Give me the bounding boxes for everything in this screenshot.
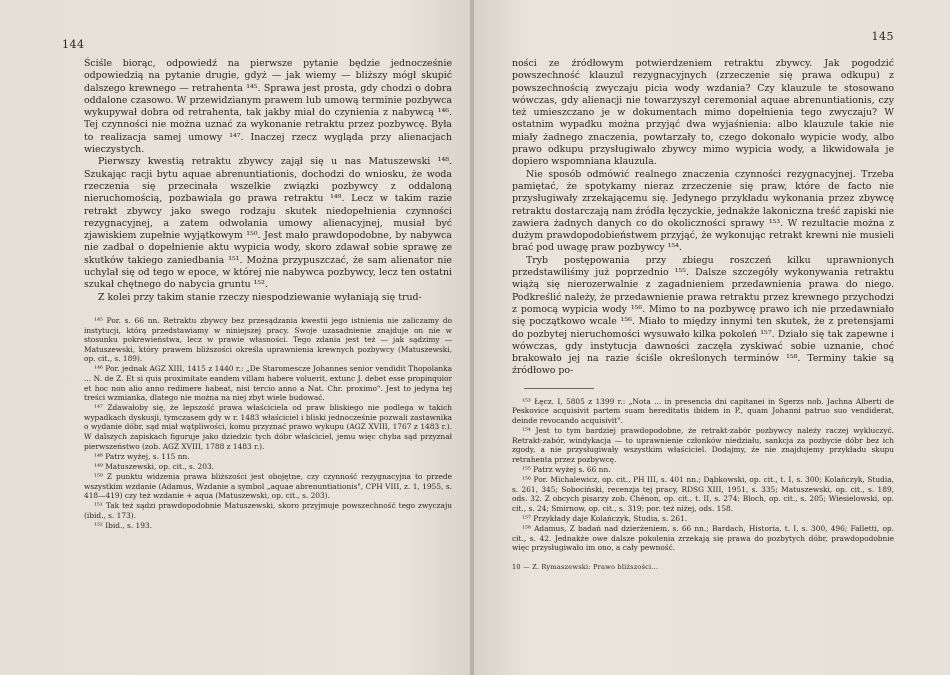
footnote: ¹⁴⁶ Por. jednak AGZ XIII, 1415 z 1440 r.: „De Staromescze Johannes senior vendidit Thopolanka ... N. de Z. Et si quis proximitate eandem villam habere voluerit, extunc J. debet esse propinquior et hoc non alio anno redimere habeat, nisi tercio anno a Nat. Chr. proximo". Jest to jedyna tej treści wzmianka, dlatego nie można na niej zbyt wiele budować. xyxy=(84,364,452,403)
footnote: ¹⁵⁵ Patrz wyżej s. 66 nn. xyxy=(522,464,611,474)
paragraph: Ściśle biorąc, odpowiedź na pierwsze pytanie będzie jednocześnie odpowiedzią na pytanie drugie, gdyż — jak wiemy — bliższy mógł skupić dalszego krewnego — retrahenta ¹⁴⁵. Sprawa jest prosta, gdy chodzi o dobra oddalone czasowo. W przewidzianym prawem lub umową terminie pozbywca wykupywał dobra od retrahenta, tak jakby miał do czynienia z nabywcą ¹⁴⁶. Tej czynności nie można uznać za wykonanie retraktu przez pozbywcę. Była to realizacja samej umowy ¹⁴⁷. Inaczej rzecz wygląda przy alienacjach wieczystych. xyxy=(84,58,452,156)
footnote: ¹⁵³ Łęcz. I, 5805 z 1399 r.: „Nota ... in presencia dni capitanei in Sgerzs nob. Jachna Alberti de Peskovice acquisivit partem suam hereditatis ibidem in P., quam Johanni patruo suo vendiderat, deinde revocando acquisivit". xyxy=(512,396,894,425)
printer-signature: 10 — Z. Rymaszewski: Prawo bliższości... xyxy=(512,562,659,571)
right-body-text xyxy=(512,58,894,378)
footnote: ¹⁴⁹ Matuszewski, op. cit., s. 203. xyxy=(94,461,215,471)
paragraph: Tryb postępowania przy zbiegu roszczeń kilku uprawnionych przedstawiliśmy już poprzednio ¹⁵⁵. Dalsze szczegóły wykonywania retraktu wiążą się nierozerwalnie z zagadnieniem przedawnienia prawa do niego. Podkreślić należy, że przedawnienie prawa retraktu przez krewnego przychodzi z pomocą wypicia wody ¹⁵⁶. Mimo to na pozbywcę prawo ich nie przedawniało się początkowo wcale ¹⁵⁶. Miało to między innymi ten skutek, że z pretensjami do pozbytej nieruchomości wysuwało kilka pokoleń ¹⁵⁷. Działo się tak zapewne i wówczas, gdy instytucja dawności zaczęła zyskiwać sobie uznanie, choć brakowało jej na razie ściśle określonych terminów ¹⁵⁸. Terminy takie są źródłowo po- xyxy=(512,254,894,377)
footnote: ¹⁵¹ Tak też sądzi prawdopodobnie Matuszewski, skoro przyjmuje powszechność tego zwyczaju (ibid., s. 173). xyxy=(84,501,452,520)
paragraph: Pierwszy kwestią retraktu zbywcy zajął się u nas Matuszewski ¹⁴⁸. Szukając racji bytu aquae abrenuntiationis, dochodzi do wniosku, że woda rzeczenia się przecinała wszelkie związki pozbywcy z oddaloną nieruchomością, pozbawiała go prawa retraktu ¹⁴⁹. Lecz w takim razie retrakt zbywcy jako swego rodzaju skutek niedopełnienia czynności rezygnacyjnej, a zatem odwołania umowy alienacyjnej, musiał być zjawiskiem zupełnie wyjątkowym ¹⁵⁰. Jest mało prawdopodobne, by nabywca nie zadbał o dopełnienie aktu wypicia wody, skoro zdawał sobie sprawę ze skutków takiego zaniedbania ¹⁵¹. Można przypuszczać, że sam alienator nie uchylał się od tego w epoce, w której nie nabywca pozbywcy, lecz ten ostatni szukał chętnego do nabycia gruntu ¹⁵². xyxy=(84,156,452,291)
paragraph: Z kolei przy takim stanie rzeczy niespodziewanie wyłaniają się trud- xyxy=(98,291,422,303)
left-body-text xyxy=(84,58,452,304)
footnote-separator xyxy=(524,388,594,389)
footnote: ¹⁴⁷ Zdawałoby się, że lepszość prawa właściciela od praw bliskiego nie podlega w takich wypadkach dyskusji, tymczasem gdy w r. 1483 właściciel i bliski jednocześnie pozwali zastawnika o wydanie dóbr, sąd miał wątpliwości, komu przyznać prawo wykupu (AGZ XVIII, 1767 z 1483 r.). W dalszych zapiskach figuruje jako dziedzic tych dóbr właściciel, jemu więc chyba sąd przyznał pierwszeństwo (zob. AGZ XVIII, 1788 z 1483 r.). xyxy=(84,403,452,451)
footnote: ¹⁵⁰ Z punktu widzenia prawa bliższości jest obojętne, czy czynność rezygnacyjna to przede wszystkim wzdanie (Adamus, Wzdanie a symbol „aquae abrenuntiationis", CPH VIII, z. 1, 1955, s. 418—419) czy też wzdanie + aqua (Matuszewski, op. cit., s. 203). xyxy=(84,471,452,501)
right-page xyxy=(472,0,950,675)
page-number-left: 144 xyxy=(62,38,85,51)
left-page xyxy=(0,0,472,675)
footnote: ¹⁵⁴ Jest to tym bardziej prawdopodobne, że retrakt-zabór pozbywcy należy raczej wykluczyć. Retrakt-zabór, windykacja — to uprawnienie członków niedziału, sankcja za pozbycie dóbr bez ich zgody, a nie przysługiwały wszystkim właściciel. Dodajmy, że nie znajdujemy przykładu skupu retrahenta przez pozbywcę. xyxy=(512,426,894,464)
paragraph: Nie sposób odmówić realnego znaczenia czynności rezygnacyjnej. Trzeba pamiętać, że spotykamy nieraz zrzeczenie się praw, które de facto nie przysługiwały zrzekającemu się. Jedynego przykładu wykonania przez zbywcę retraktu dostarczają nam źródła łęczyckie, jednakże lakoniczna treść zapiski nie zawiera żadnych danych co do okoliczności sprawy ¹⁵³. W rezultacie można z dużym prawdopodobieństwem przyjąć, że wykonując retrakt krewni nie musieli brać pod uwagę praw pozbywcy ¹⁵⁴. xyxy=(512,168,894,254)
left-footnotes xyxy=(84,316,452,531)
right-footnotes xyxy=(512,397,894,553)
footnote: ¹⁵⁷ Przykłady daje Kolańczyk, Studia, s. 261. xyxy=(522,513,688,523)
page-number-right: 145 xyxy=(871,30,894,43)
footnote: ¹⁵⁶ Por. Michalewicz, op. cit., PH III, s. 401 nn.; Dąbkowski, op. cit., t. I, s. 300; Kolańczyk, Studia, s. 261, 345; Sobociński, recenzja tej pracy, RDSG XIII, 1951, s. 335; Matuszewski, op. cit., s. 189, ods. 32. Z obcych pisarzy zob. Chénon, op. cit., t. II, s. 274; Bloch, op. cit., s. 205; Wiesielowski, op. cit., s. 24; Smirnow, op. cit., s. 319; por. też niżej, ods. 158. xyxy=(512,474,894,513)
book-gutter xyxy=(470,0,474,675)
paragraph: ności ze źródłowym potwierdzeniem retraktu zbywcy. Jak pogodzić powszechność klauzul rezygnacyjnych (zrzeczenie się prawa odkupu) z powszechnością zwyczaju picia wody wzdania? Czy klauzule te stosowano wówczas, gdy alienacji nie towarzyszył ceremoniał aquae abrenuntiationis, czy też umieszczano je w dokumentach mimo dopełnienia tego zwyczaju? W ostatnim wypadku można przyjąć dwa wyjaśnienia: albo klauzule takie nie miały żadnego znaczenia, powtarzały to, czego dokonało wypicie wody, albo prawo odkupu przysługiwało zbywcy mimo wypicia wody, a likwidowała je dopiero wspomniana klauzula. xyxy=(512,58,894,168)
footnote: ¹⁴⁵ Por. s. 66 nn. Retraktu zbywcy bez przesądzania kwestii jego istnienia nie zaliczamy do instytucji, którą przedstawiamy w niniejszej pracy. Swoje uzasadnienie znajduje on nie w stosunku pokrewieństwa, lecz w prawie własności. Tego zdania jest też — jak sądzimy — Matuszewski, który prawem bliższości określa uprawnienia krewnych pozbywcy (Matuszewski, op. cit., s. 189). xyxy=(84,315,452,364)
footnote: ¹⁵⁸ Adamus, Z badań nad dzierżeniem, s. 66 nn.; Bardach, Historia, t. I, s. 300, 496; Falletti, op. cit., s. 42. Jednakże owe dalsze pokolenia zrzekają się prawa do pozbytych dóbr, prawdopodobnie więc przysługiwało im ono, a cały pewność. xyxy=(512,523,894,553)
footnote: ¹⁵² Ibid., s. 193. xyxy=(94,520,152,530)
footnote: ¹⁴⁸ Patrz wyżej, s. 115 nn. xyxy=(94,451,190,461)
